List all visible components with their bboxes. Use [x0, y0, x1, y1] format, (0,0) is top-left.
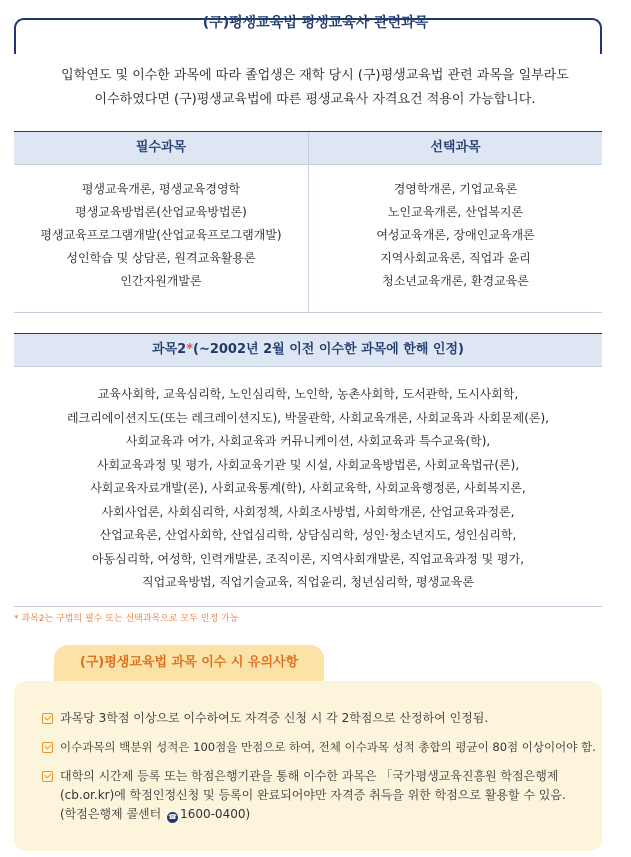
notice-item-3-line-2: (cb.or.kr)에 학점인정신청 및 등록이 완료되어야만 자격증 취득을 위한 학점으로 활용할 수 있음. [60, 788, 566, 802]
list-item: 청소년교육개론, 환경교육론 [382, 274, 529, 288]
list-item: 레크리에이션지도(또는 레크레이션지도), 박물관학, 사회교육개론, 사회교육과 사회문제(론), [67, 410, 549, 425]
required-header: 필수과목 [14, 132, 308, 165]
notice-item-1: 과목당 3학점 이상으로 이수하여도 자격증 신청 시 각 2학점으로 산정하여 인정됨. [60, 711, 489, 725]
subject2-header-suffix: (~2002년 2월 이전 이수한 과목에 한해 인정) [193, 342, 464, 357]
list-item: 노인교육개론, 산업복지론 [387, 205, 524, 219]
list-item: 여성교육개론, 장애인교육개론 [376, 228, 535, 242]
check-icon [42, 771, 53, 782]
intro-line-2: 이수하였다면 (구)평생교육법에 따른 평생교육사 자격요건 적용이 가능합니다. [94, 92, 536, 107]
elective-list [309, 178, 602, 293]
list-item: 아동심리학, 여성학, 인력개발론, 조직이론, 지역사회개발론, 직업교육과정 및 평가, [91, 551, 525, 566]
list-item: 경영학개론, 기업교육론 [393, 182, 518, 196]
list-item: 직업교육방법, 직업기술교육, 직업윤리, 청년심리학, 평생교육론 [142, 575, 474, 589]
list-item: 평생교육방법론(산업교육방법론) [75, 205, 247, 219]
list-item: 지역사회교육론, 직업과 윤리 [380, 251, 531, 265]
list-item: 사회교육과 여가, 사회교육과 커뮤니케이션, 사회교육과 특수교육(학), [125, 434, 491, 448]
subject2-table [14, 333, 602, 607]
list-item: 산업교육론, 산업사회학, 산업심리학, 상담심리학, 성인·청소년지도, 성인심리학, [99, 528, 517, 542]
phone-icon: ☎ [168, 813, 177, 821]
list-item: 성인학습 및 상담론, 원격교육활용론 [66, 251, 256, 265]
subject2-list [14, 383, 602, 595]
callcenter-label: (학점은행제 콜센터 [60, 807, 162, 821]
check-icon [42, 742, 53, 753]
phone-number: 1600-0400) [180, 807, 251, 821]
list-item: 사회사업론, 사회심리학, 사회정책, 사회조사방법, 사회학개론, 산업교육과정론, [101, 504, 515, 519]
list-item: 사회교육과정 및 평가, 사회교육기관 및 시설, 사회교육방법론, 사회교육법규(론), [96, 457, 520, 472]
notice-item-3-line-1: 대학의 시간제 등록 또는 학점은행기관을 통해 이수한 과목은 「국가평생교육진흥원 학점은행제 [60, 769, 559, 783]
list-item: 사회교육자료개발(론), 사회교육통계(학), 사회교육학, 사회교육행정론, 사회복지론, [90, 481, 526, 495]
notice-item-3-line-3 [60, 805, 566, 824]
page-title: (구)평생교육법 평생교육사 관련과목 [202, 15, 429, 31]
elective-header: 선택과목 [309, 132, 602, 165]
list-item: 인간자원개발론 [120, 274, 202, 288]
subject2-header-prefix: 과목2 [152, 342, 187, 357]
list-item: 평생교육프로그램개발(산업교육프로그램개발) [40, 228, 282, 242]
required-list [14, 178, 308, 293]
notice-item-3 [60, 767, 566, 824]
subject-table [14, 131, 602, 313]
subject2-header [14, 334, 602, 367]
notice-item-2: 이수과목의 백분위 성적은 100점을 만점으로 하여, 전체 이수과목 성적 총합의 평균이 80점 이상이어야 함. [60, 740, 596, 754]
check-icon [42, 713, 53, 724]
notice-box [14, 681, 602, 851]
notice-title: (구)평생교육법 과목 이수 시 유의사항 [54, 645, 324, 681]
footnote: * 과목2는 구법의 필수 또는 선택과목으로 모두 인정 가능 [14, 614, 239, 624]
list-item: 교육사회학, 교육심리학, 노인심리학, 노인학, 농촌사회학, 도서관학, 도시사회학, [97, 387, 519, 401]
list-item: 평생교육개론, 평생교육경영학 [81, 182, 241, 196]
intro-line-1: 입학연도 및 이수한 과목에 따라 졸업생은 재학 당시 (구)평생교육법 관련 과목을 일부라도 [61, 68, 569, 83]
star-marker: * [186, 342, 193, 357]
